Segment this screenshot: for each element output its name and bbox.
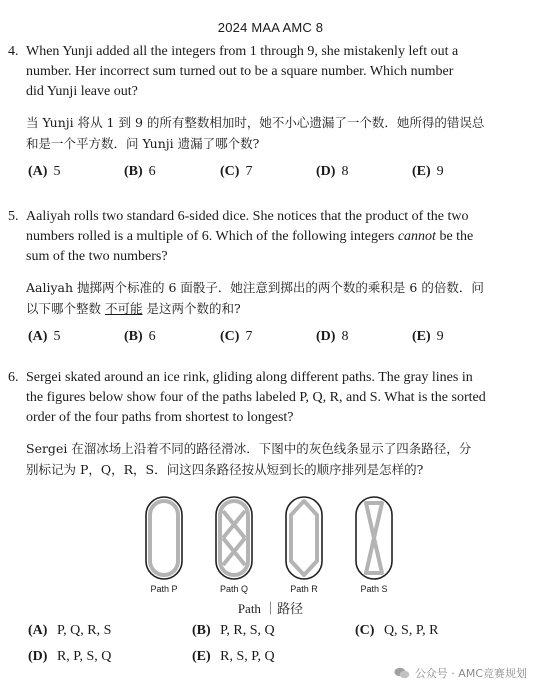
problem-6-chinese: Sergei 在溜冰场上沿着不同的路径滑冰．下图中的灰色线条显示了四条路径，分 别标记为 P，Q，R，S．问这四条路径按从短到长的顺序排列是怎样的? <box>26 441 472 477</box>
label-path-q: Path Q <box>219 584 248 594</box>
problem-6-choices <box>28 623 528 667</box>
problem-4 <box>8 42 533 184</box>
choice-e[interactable]: (E) 9 <box>412 164 444 179</box>
label-path-p: Path P <box>150 584 178 594</box>
problem-4-chinese: 当 Yunji 将从 1 到 9 的所有整数相加时，她不小心遗漏了一个数．她所得的错误总 和是一个平方数．问 Yunji 遗漏了哪个数? <box>26 115 485 151</box>
choice-d[interactable]: (D) R, P, S, Q <box>28 649 112 664</box>
figure-caption: Path ｜路径 <box>237 601 304 616</box>
watermark <box>394 665 527 681</box>
emphasis-cannot: cannot <box>397 229 436 244</box>
choice-b[interactable]: (B) 6 <box>124 164 156 179</box>
underlined-impossible: 不可能 <box>104 301 143 316</box>
problem-5-choices <box>8 329 533 349</box>
choice-e[interactable]: (E) R, S, P, Q <box>192 649 275 664</box>
problem-number: 4. <box>8 44 19 59</box>
choice-c[interactable]: (C) Q, S, P, R <box>355 623 439 638</box>
problem-6 <box>8 368 533 480</box>
choice-e[interactable]: (E) 9 <box>412 329 444 344</box>
choice-a[interactable]: (A) P, Q, R, S <box>28 623 112 638</box>
choice-a[interactable]: (A) 5 <box>28 329 61 344</box>
rink-p <box>146 497 182 579</box>
choice-b[interactable]: (B) P, R, S, Q <box>192 623 275 638</box>
rink-q <box>216 497 252 579</box>
label-path-r: Path R <box>290 584 318 594</box>
problem-5-english: 5. Aaliyah rolls two standard 6-sided dice. She notices that the product of the two numbers rolled is a multiple of 6. Which of the following integers cannot be the sum of the two numbers? <box>8 209 474 264</box>
page-header: 2024 MAA AMC 8 <box>217 20 324 35</box>
problem-5 <box>8 207 533 349</box>
problem-number: 5. <box>8 209 19 224</box>
problem-number: 6. <box>8 370 19 385</box>
paths-figure <box>0 493 541 617</box>
choice-a[interactable]: (A) 5 <box>28 164 61 179</box>
label-path-s: Path S <box>360 584 388 594</box>
problem-4-choices <box>8 164 533 184</box>
wechat-icon <box>394 667 410 679</box>
problem-4-english: 4. When Yunji added all the integers from 1 through 9, she mistakenly left out a number. Her incorrect sum turned out to be a square number. Which number did Yunji leave out? <box>8 44 459 99</box>
choice-d[interactable]: (D) 8 <box>316 164 349 179</box>
watermark-text: 公众号 · AMC竞赛规划 <box>414 667 527 680</box>
problem-5-chinese: Aaliyah 抛掷两个标准的 6 面骰子．她注意到掷出的两个数的乘积是 6 的倍数．问 以下哪个整数 不可能 是这两个数的和? <box>26 280 484 316</box>
problem-6-english: 6. Sergei skated around an ice rink, gliding along different paths. The gray lines in the figures below show four of the paths labeled P, Q, R, and S. What is the sorted order of the four paths from shortest to longest? <box>8 370 486 425</box>
rink-s <box>356 497 392 579</box>
rinks-svg <box>0 493 541 585</box>
choice-b[interactable]: (B) 6 <box>124 329 156 344</box>
choice-c[interactable]: (C) 7 <box>220 164 253 179</box>
choice-c[interactable]: (C) 7 <box>220 329 253 344</box>
rink-r <box>286 497 322 579</box>
choice-d[interactable]: (D) 8 <box>316 329 349 344</box>
